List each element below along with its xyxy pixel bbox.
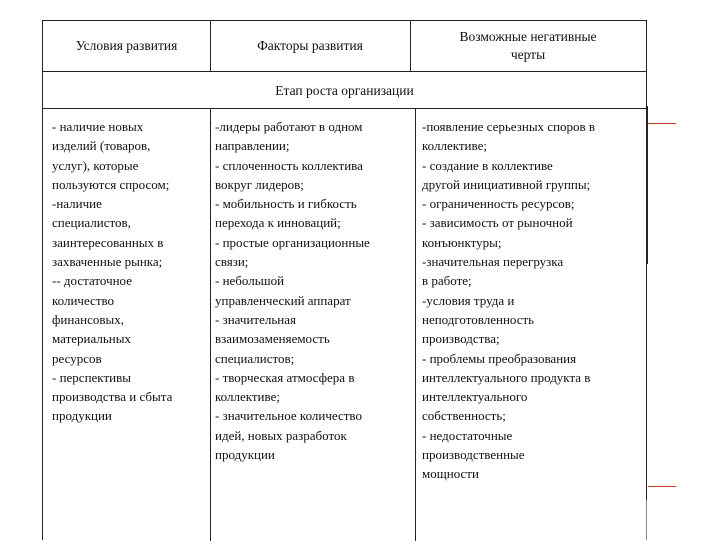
- development-table: [42, 20, 647, 540]
- cell-line: - небольшой: [215, 273, 285, 289]
- cell-line: - недостаточные: [422, 427, 513, 443]
- stage-bottom-line: [43, 108, 646, 109]
- cell-line: - проблемы преобразования: [422, 350, 577, 366]
- cell-line: продукции: [52, 408, 112, 424]
- cell-line: - мобильность и гибкость: [215, 196, 357, 212]
- header-negative-traits: Возможные негативные черты: [459, 29, 597, 62]
- cell-line: специалистов;: [215, 350, 295, 366]
- body-divider-1: [210, 108, 211, 541]
- cell-line: - значительное количество: [215, 408, 362, 424]
- cell-line: собственность;: [422, 408, 506, 424]
- cell-line: -значительная перегрузка: [422, 254, 564, 270]
- cell-line: другой инициативной группы;: [422, 176, 591, 192]
- cell-line: в работе;: [422, 273, 472, 289]
- cell-line: материальных: [52, 331, 131, 347]
- cell-line: направлении;: [215, 138, 290, 154]
- negative-traits-cell: [422, 117, 647, 484]
- cell-line: специалистов,: [52, 215, 131, 231]
- cell-line: ресурсов: [52, 350, 102, 366]
- cell-line: конъюнктуры;: [422, 234, 502, 250]
- factors-cell: [215, 117, 413, 464]
- cell-line: - ограниченность ресурсов;: [422, 196, 575, 212]
- cell-line: неподготовленность: [422, 311, 535, 327]
- cell-line: вокруг лидеров;: [215, 176, 304, 192]
- cell-line: перехода к инноваций;: [215, 215, 341, 231]
- cell-line: идей, новых разработок: [215, 427, 347, 443]
- header-factors: Факторы развития: [257, 38, 363, 53]
- right-edge-bar: [646, 106, 648, 264]
- cell-line: интеллектуального: [422, 389, 528, 405]
- cell-line: - значительная: [215, 311, 296, 327]
- cell-line: -- достаточное: [52, 273, 132, 289]
- header-divider-1: [210, 21, 211, 71]
- cell-line: -условия труда и: [422, 292, 515, 308]
- cell-line: - творческая атмосфера в: [215, 369, 355, 385]
- header-conditions: Условия развития: [75, 38, 178, 53]
- cell-line: изделий (товаров,: [52, 138, 151, 154]
- red-rule-bottom: [648, 486, 676, 487]
- cell-line: связи;: [215, 254, 249, 270]
- cell-line: коллективе;: [422, 138, 487, 154]
- cell-line: управленческий аппарат: [215, 292, 351, 308]
- cell-line: производства и сбыта: [52, 389, 173, 405]
- cell-line: взаимозаменяемость: [215, 331, 330, 347]
- cell-line: финансовых,: [52, 311, 124, 327]
- cell-line: -лидеры работают в одном: [215, 119, 363, 134]
- right-edge-tick: [646, 500, 647, 540]
- cell-line: - зависимость от рыночной: [422, 215, 573, 231]
- cell-line: -появление серьезных споров в: [422, 119, 596, 134]
- cell-line: производства;: [422, 331, 500, 347]
- cell-line: - сплоченность коллектива: [215, 157, 363, 173]
- stage-title: Етап роста организации: [275, 83, 414, 98]
- cell-line: интеллектуального продукта в: [422, 369, 591, 385]
- cell-line: пользуются спросом;: [52, 176, 170, 192]
- cell-line: производственные: [422, 447, 525, 463]
- cell-line: коллективе;: [215, 389, 280, 405]
- cell-line: - простые организационные: [215, 234, 370, 250]
- cell-line: захваченные рынка;: [52, 254, 163, 270]
- cell-line: - создание в коллективе: [422, 157, 553, 173]
- cell-line: - наличие новых: [52, 119, 144, 134]
- header-divider-2: [410, 21, 411, 71]
- cell-line: мощности: [422, 466, 479, 482]
- cell-line: услуг), которые: [52, 157, 139, 173]
- red-rule-top: [648, 123, 676, 124]
- cell-line: -наличие: [52, 196, 102, 212]
- cell-line: количество: [52, 292, 115, 308]
- body-divider-2: [415, 108, 416, 541]
- header-bottom-line: [43, 71, 646, 72]
- cell-line: - перспективы: [52, 369, 131, 385]
- cell-line: продукции: [215, 447, 275, 463]
- conditions-cell: [52, 117, 208, 426]
- cell-line: заинтересованных в: [52, 234, 164, 250]
